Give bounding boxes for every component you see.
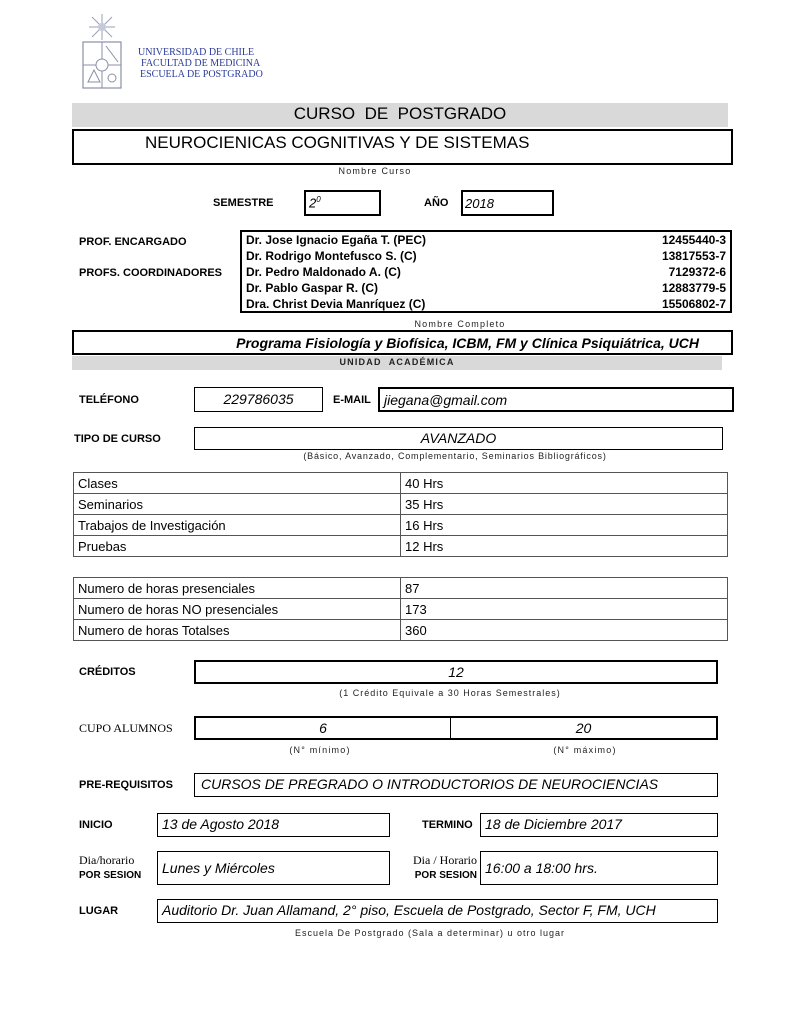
professor-row — [246, 281, 726, 297]
form-title: CURSO DE POSTGRADO — [293, 104, 507, 123]
professor-rut: 13817553-7 — [661, 249, 726, 263]
hours-label: Trabajos de Investigación — [74, 515, 401, 536]
faculty-name: FACULTAD DE MEDICINA — [141, 58, 261, 69]
table-row — [74, 515, 728, 536]
course-name-value: NEUROCIENICAS COGNITIVAS Y DE SISTEMAS — [145, 133, 530, 152]
professor-name: Dra. Christ Devia Manríquez (C) — [246, 297, 426, 311]
cupo-min-value: 6 — [319, 720, 327, 736]
table-row — [74, 494, 728, 515]
professor-name: Dr. Rodrigo Montefusco S. (C) — [246, 249, 417, 263]
table-row — [74, 578, 728, 599]
creditos-label: CRÉDITOS — [79, 666, 136, 678]
unidad-academica-caption: UNIDAD ACADÉMICA — [339, 357, 455, 367]
professor-rut: 7129372-6 — [668, 265, 726, 279]
creditos-caption: (1 Crédito Equivale a 30 Horas Semestrales) — [339, 688, 561, 698]
prereq-label: PRE-REQUISITOS — [79, 779, 173, 791]
creditos-value: 12 — [448, 664, 464, 680]
horario-label — [405, 853, 477, 883]
totals-label: Numero de horas presenciales — [74, 578, 401, 599]
hours-label: Clases — [74, 473, 401, 494]
professor-rut: 12883779-5 — [661, 281, 726, 295]
profs-coordinadores-label: PROFS. COORDINADORES — [79, 267, 223, 279]
hours-value: 16 Hrs — [401, 515, 728, 536]
email-field[interactable] — [378, 387, 734, 412]
inicio-value: 13 de Agosto 2018 — [162, 816, 280, 832]
lugar-value: Auditorio Dr. Juan Allamand, 2° piso, Escuela de Postgrado, Sector F, FM, UCH — [162, 902, 656, 918]
table-row — [74, 599, 728, 620]
professors-list[interactable] — [240, 230, 732, 313]
anio-value: 2018 — [465, 196, 494, 211]
table-row — [74, 620, 728, 641]
horario-value: 16:00 a 18:00 hrs. — [485, 860, 598, 876]
hours-value: 35 Hrs — [401, 494, 728, 515]
unidad-academica-value: Programa Fisiología y Biofísica, ICBM, FM y Clínica Psiquiátrica, UCH — [236, 335, 699, 351]
hours-table — [73, 472, 728, 557]
school-name: ESCUELA DE POSTGRADO — [140, 69, 263, 80]
course-name-caption: Nombre Curso — [338, 166, 412, 176]
hours-label: Seminarios — [74, 494, 401, 515]
email-label: E-MAIL — [333, 394, 371, 406]
professor-name: Dr. Pablo Gaspar R. (C) — [246, 281, 379, 295]
professor-row — [246, 233, 726, 249]
horario-label-top: Dia / Horario — [413, 853, 477, 867]
inicio-label: INICIO — [79, 819, 113, 831]
table-row — [74, 473, 728, 494]
telefono-field[interactable] — [194, 387, 323, 412]
semestre-field[interactable] — [304, 190, 381, 216]
professor-name: Dr. Pedro Maldonado A. (C) — [246, 265, 401, 279]
professor-row — [246, 265, 726, 281]
tipo-curso-caption: (Básico, Avanzado, Complementario, Seminarios Bibliográficos) — [303, 451, 607, 461]
tipo-curso-value: AVANZADO — [420, 430, 497, 446]
totals-value: 87 — [401, 578, 728, 599]
table-row — [74, 536, 728, 557]
cupo-max-value: 20 — [575, 720, 592, 736]
creditos-field[interactable] — [194, 660, 718, 684]
university-crest-icon — [80, 12, 124, 90]
tipo-curso-field[interactable] — [194, 427, 723, 450]
cupo-label: CUPO ALUMNOS — [79, 721, 173, 735]
dia-label-top: Dia/horario — [79, 853, 135, 867]
inicio-field[interactable] — [157, 813, 390, 837]
prereq-field[interactable] — [194, 773, 718, 797]
dia-label-bottom: POR SESION — [79, 870, 142, 881]
hours-label: Pruebas — [74, 536, 401, 557]
horario-label-bottom: POR SESION — [414, 870, 477, 881]
semestre-label: SEMESTRE — [213, 197, 274, 209]
dia-value: Lunes y Miércoles — [162, 860, 275, 876]
dia-label — [79, 853, 141, 883]
email-value: jiegana@gmail.com — [384, 392, 508, 408]
totals-label: Numero de horas NO presenciales — [74, 599, 401, 620]
dia-field[interactable] — [157, 851, 390, 885]
horario-field[interactable] — [480, 851, 718, 885]
termino-value: 18 de Diciembre 2017 — [485, 816, 622, 832]
anio-label: AÑO — [424, 197, 449, 209]
semestre-value: $2^0$ — [309, 195, 321, 211]
hours-value: 12 Hrs — [401, 536, 728, 557]
institution-name — [138, 47, 263, 80]
cupo-min-caption: (N° mínimo) — [289, 745, 351, 755]
lugar-label: LUGAR — [79, 905, 119, 917]
totals-value: 173 — [401, 599, 728, 620]
professor-row — [246, 297, 726, 313]
termino-label: TERMINO — [422, 819, 473, 831]
professor-name: Dr. Jose Ignacio Egaña T. (PEC) — [246, 233, 427, 247]
anio-field[interactable] — [461, 190, 554, 216]
telefono-label: TELÉFONO — [79, 394, 139, 406]
unidad-academica-field[interactable] — [72, 330, 733, 355]
tipo-curso-label: TIPO DE CURSO — [74, 433, 161, 445]
termino-field[interactable] — [480, 813, 718, 837]
hours-value: 40 Hrs — [401, 473, 728, 494]
lugar-field[interactable] — [157, 899, 718, 923]
totals-value: 360 — [401, 620, 728, 641]
professor-rut: 12455440-3 — [661, 233, 726, 247]
university-name: UNIVERSIDAD DE CHILE — [138, 47, 255, 58]
professors-caption: Nombre Completo — [414, 319, 506, 329]
course-name-field[interactable] — [72, 129, 733, 165]
lugar-caption: Escuela De Postgrado (Sala a determinar) u otro lugar — [294, 928, 566, 938]
prof-encargado-label: PROF. ENCARGADO — [79, 236, 187, 248]
totals-table — [73, 577, 728, 641]
cupo-max-field[interactable] — [450, 716, 718, 740]
prereq-value: CURSOS DE PREGRADO O INTRODUCTORIOS DE NEUROCIENCIAS — [201, 776, 659, 792]
cupo-max-caption: (N° máximo) — [553, 745, 617, 755]
cupo-min-field[interactable] — [194, 716, 451, 740]
professor-row — [246, 249, 726, 265]
totals-label: Numero de horas Totalses — [74, 620, 401, 641]
telefono-value: 229786035 — [223, 391, 294, 407]
professor-rut: 15506802-7 — [661, 297, 726, 311]
